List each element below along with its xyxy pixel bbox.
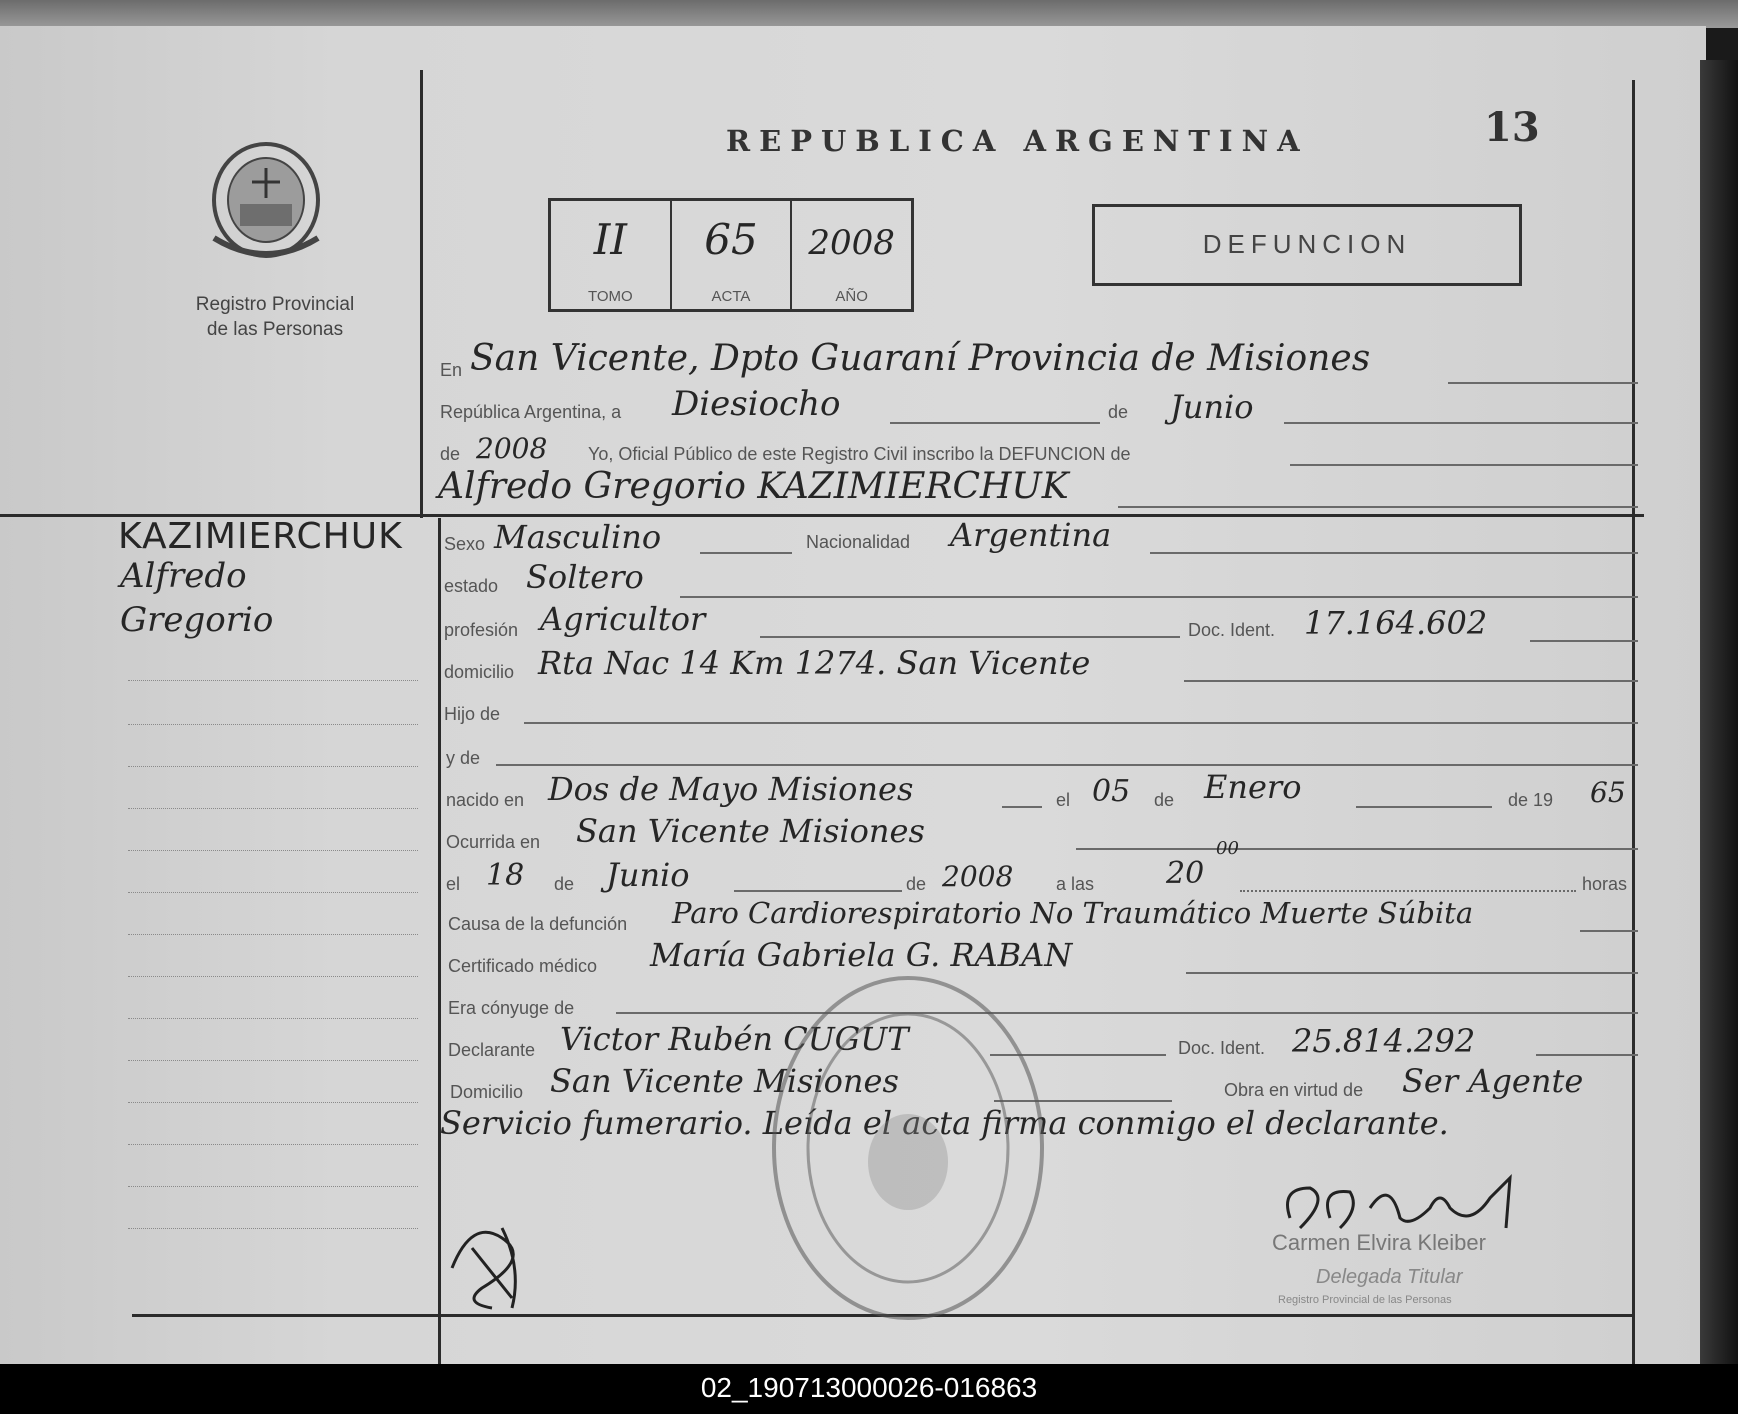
field-year: 2008 bbox=[476, 432, 548, 465]
label-de-year: de bbox=[440, 444, 461, 464]
label-ocurrida-en: Ocurrida en bbox=[446, 832, 541, 852]
record-type-box bbox=[1092, 204, 1522, 286]
field-hour-minutes: 00 bbox=[1216, 838, 1239, 859]
column-divider-lower bbox=[438, 518, 441, 1364]
field-declarante: Victor Rubén CUGUT bbox=[560, 1020, 909, 1058]
field-domicilio: Rta Nac 14 Km 1274. San Vicente bbox=[538, 644, 1091, 682]
label-certificado: Certificado médico bbox=[448, 956, 598, 976]
record-type: DEFUNCION bbox=[1202, 229, 1412, 259]
field-place: San Vicente, Dpto Guaraní Provincia de Misiones bbox=[470, 338, 1371, 379]
label-de-death: de bbox=[554, 874, 575, 894]
field-nacido-en: Dos de Mayo Misiones bbox=[548, 770, 914, 808]
initials-signature-icon bbox=[442, 1208, 542, 1318]
field-certificado: María Gabriela G. RABAN bbox=[650, 936, 1073, 974]
field-causa: Paro Cardiorespiratorio No Traumático Muerte Súbita bbox=[672, 896, 1474, 930]
fill-line bbox=[1184, 680, 1638, 682]
official-fine-print: Registro Provincial de las Personas bbox=[1278, 1294, 1452, 1306]
label-domicilio: domicilio bbox=[444, 662, 515, 682]
margin-line bbox=[128, 1144, 418, 1145]
label-el: el bbox=[1056, 790, 1071, 810]
provincial-seal-icon bbox=[206, 138, 326, 266]
label-conyuge: Era cónyuge de bbox=[448, 998, 575, 1018]
field-death-month: Junio bbox=[606, 856, 690, 894]
margin-line bbox=[128, 1186, 418, 1187]
acta-cell bbox=[672, 201, 793, 309]
margin-line bbox=[128, 680, 418, 681]
margin-line bbox=[128, 1228, 418, 1229]
field-profesion: Agricultor bbox=[540, 600, 706, 638]
tomo-value: II bbox=[593, 215, 627, 264]
image-code: 02_190713000026-016863 bbox=[700, 1372, 1038, 1403]
field-obra: Ser Agente bbox=[1402, 1062, 1584, 1100]
fill-line bbox=[1356, 806, 1492, 808]
registry-line-2: de las Personas bbox=[206, 319, 344, 340]
margin-line bbox=[128, 850, 418, 851]
label-horas: horas bbox=[1582, 874, 1628, 894]
field-declarante-doc: 25.814.292 bbox=[1292, 1022, 1476, 1060]
fill-line bbox=[1536, 1054, 1638, 1056]
label-de: de bbox=[1108, 402, 1129, 422]
tomo-cell bbox=[551, 201, 672, 309]
field-estado: Soltero bbox=[526, 558, 644, 596]
fill-line bbox=[700, 552, 792, 554]
acta-label: ACTA bbox=[711, 288, 751, 305]
country-title: REPUBLICA ARGENTINA bbox=[726, 124, 1309, 158]
label-domicilio-declarante: Domicilio bbox=[450, 1082, 524, 1102]
label-causa: Causa de la defunción bbox=[448, 914, 628, 934]
margin-line bbox=[128, 976, 418, 977]
fill-line bbox=[1002, 806, 1042, 808]
margin-line bbox=[128, 808, 418, 809]
label-a-las: a las bbox=[1056, 874, 1095, 894]
registry-line-1: Registro Provincial bbox=[195, 294, 355, 315]
anio-cell bbox=[792, 201, 911, 309]
fill-line bbox=[1290, 464, 1638, 466]
label-republica: República Argentina, a bbox=[440, 402, 622, 422]
official-stamp-icon bbox=[768, 972, 1048, 1324]
fill-line bbox=[760, 636, 1180, 638]
margin-second-name: Gregorio bbox=[120, 600, 274, 640]
margin-line bbox=[128, 724, 418, 725]
field-closing: Servicio fumerario. Leída el acta firma conmigo el declarante. bbox=[440, 1104, 1449, 1142]
fill-line bbox=[1284, 422, 1638, 424]
fill-line bbox=[496, 764, 1638, 766]
label-yo: Yo, Oficial Público de este Registro Civil inscribo la DEFUNCION de bbox=[588, 444, 1131, 464]
label-obra: Obra en virtud de bbox=[1224, 1080, 1364, 1100]
book-binding bbox=[1700, 60, 1738, 1364]
record-number-box bbox=[548, 198, 914, 312]
label-el-death: el bbox=[446, 874, 461, 894]
fill-line bbox=[1448, 382, 1638, 384]
official-role: Delegada Titular bbox=[1316, 1266, 1463, 1288]
label-en: En bbox=[440, 360, 463, 380]
label-declarante: Declarante bbox=[448, 1040, 536, 1060]
official-name: Carmen Elvira Kleiber bbox=[1272, 1230, 1486, 1255]
field-ocurrida-en: San Vicente Misiones bbox=[576, 812, 925, 850]
acta-value: 65 bbox=[704, 215, 758, 264]
field-deceased-name: Alfredo Gregorio KAZIMIERCHUK bbox=[438, 466, 1069, 507]
margin-line bbox=[128, 1018, 418, 1019]
registry-caption bbox=[160, 292, 390, 342]
label-y-de: y de bbox=[446, 748, 481, 768]
label-sexo: Sexo bbox=[444, 534, 486, 554]
field-birth-day: 05 bbox=[1092, 774, 1131, 809]
field-birth-year: 65 bbox=[1590, 776, 1626, 809]
label-estado: estado bbox=[444, 576, 499, 596]
label-hijo-de: Hijo de bbox=[444, 704, 501, 724]
fill-line bbox=[1240, 890, 1576, 892]
field-birth-month: Enero bbox=[1204, 768, 1302, 806]
margin-surname: KAZIMIERCHUK bbox=[118, 516, 403, 557]
fill-line bbox=[734, 890, 902, 892]
field-day-words: Diesiocho bbox=[672, 384, 841, 424]
fill-line bbox=[1530, 640, 1638, 642]
field-sexo: Masculino bbox=[494, 518, 662, 556]
label-de-birth: de bbox=[1154, 790, 1175, 810]
field-doc: 17.164.602 bbox=[1304, 604, 1488, 642]
label-de-death-year: de bbox=[906, 874, 927, 894]
table-background bbox=[0, 0, 1738, 28]
fill-line bbox=[1118, 506, 1638, 508]
margin-line bbox=[128, 1060, 418, 1061]
field-death-day: 18 bbox=[486, 858, 525, 893]
fill-line bbox=[1186, 972, 1638, 974]
field-death-year: 2008 bbox=[942, 860, 1014, 893]
margin-line bbox=[128, 1102, 418, 1103]
margin-line bbox=[128, 766, 418, 767]
column-divider-upper bbox=[420, 70, 423, 518]
field-month: Junio bbox=[1170, 388, 1254, 426]
fill-line bbox=[1150, 552, 1638, 554]
anio-label: AÑO bbox=[835, 288, 868, 305]
label-de-19: de 19 bbox=[1508, 790, 1554, 810]
fill-line bbox=[890, 422, 1100, 424]
fill-line bbox=[1076, 848, 1638, 850]
label-doc-declarante: Doc. Ident. bbox=[1178, 1038, 1266, 1058]
margin-line bbox=[128, 892, 418, 893]
fill-line bbox=[680, 596, 1638, 598]
margin-first-name: Alfredo bbox=[120, 556, 247, 596]
label-nacido-en: nacido en bbox=[446, 790, 525, 810]
fill-line bbox=[1580, 930, 1638, 932]
tomo-label: TOMO bbox=[587, 288, 633, 305]
page-number: 13 bbox=[1484, 104, 1540, 151]
field-declarante-domicilio: San Vicente Misiones bbox=[550, 1062, 899, 1100]
field-nacionalidad: Argentina bbox=[950, 516, 1112, 554]
label-doc: Doc. Ident. bbox=[1188, 620, 1276, 640]
label-nacionalidad: Nacionalidad bbox=[806, 532, 911, 552]
field-hour: 20 bbox=[1166, 856, 1205, 891]
anio-value: 2008 bbox=[808, 223, 895, 263]
fill-line bbox=[524, 722, 1638, 724]
label-profesion: profesión bbox=[444, 620, 519, 640]
margin-line bbox=[128, 934, 418, 935]
